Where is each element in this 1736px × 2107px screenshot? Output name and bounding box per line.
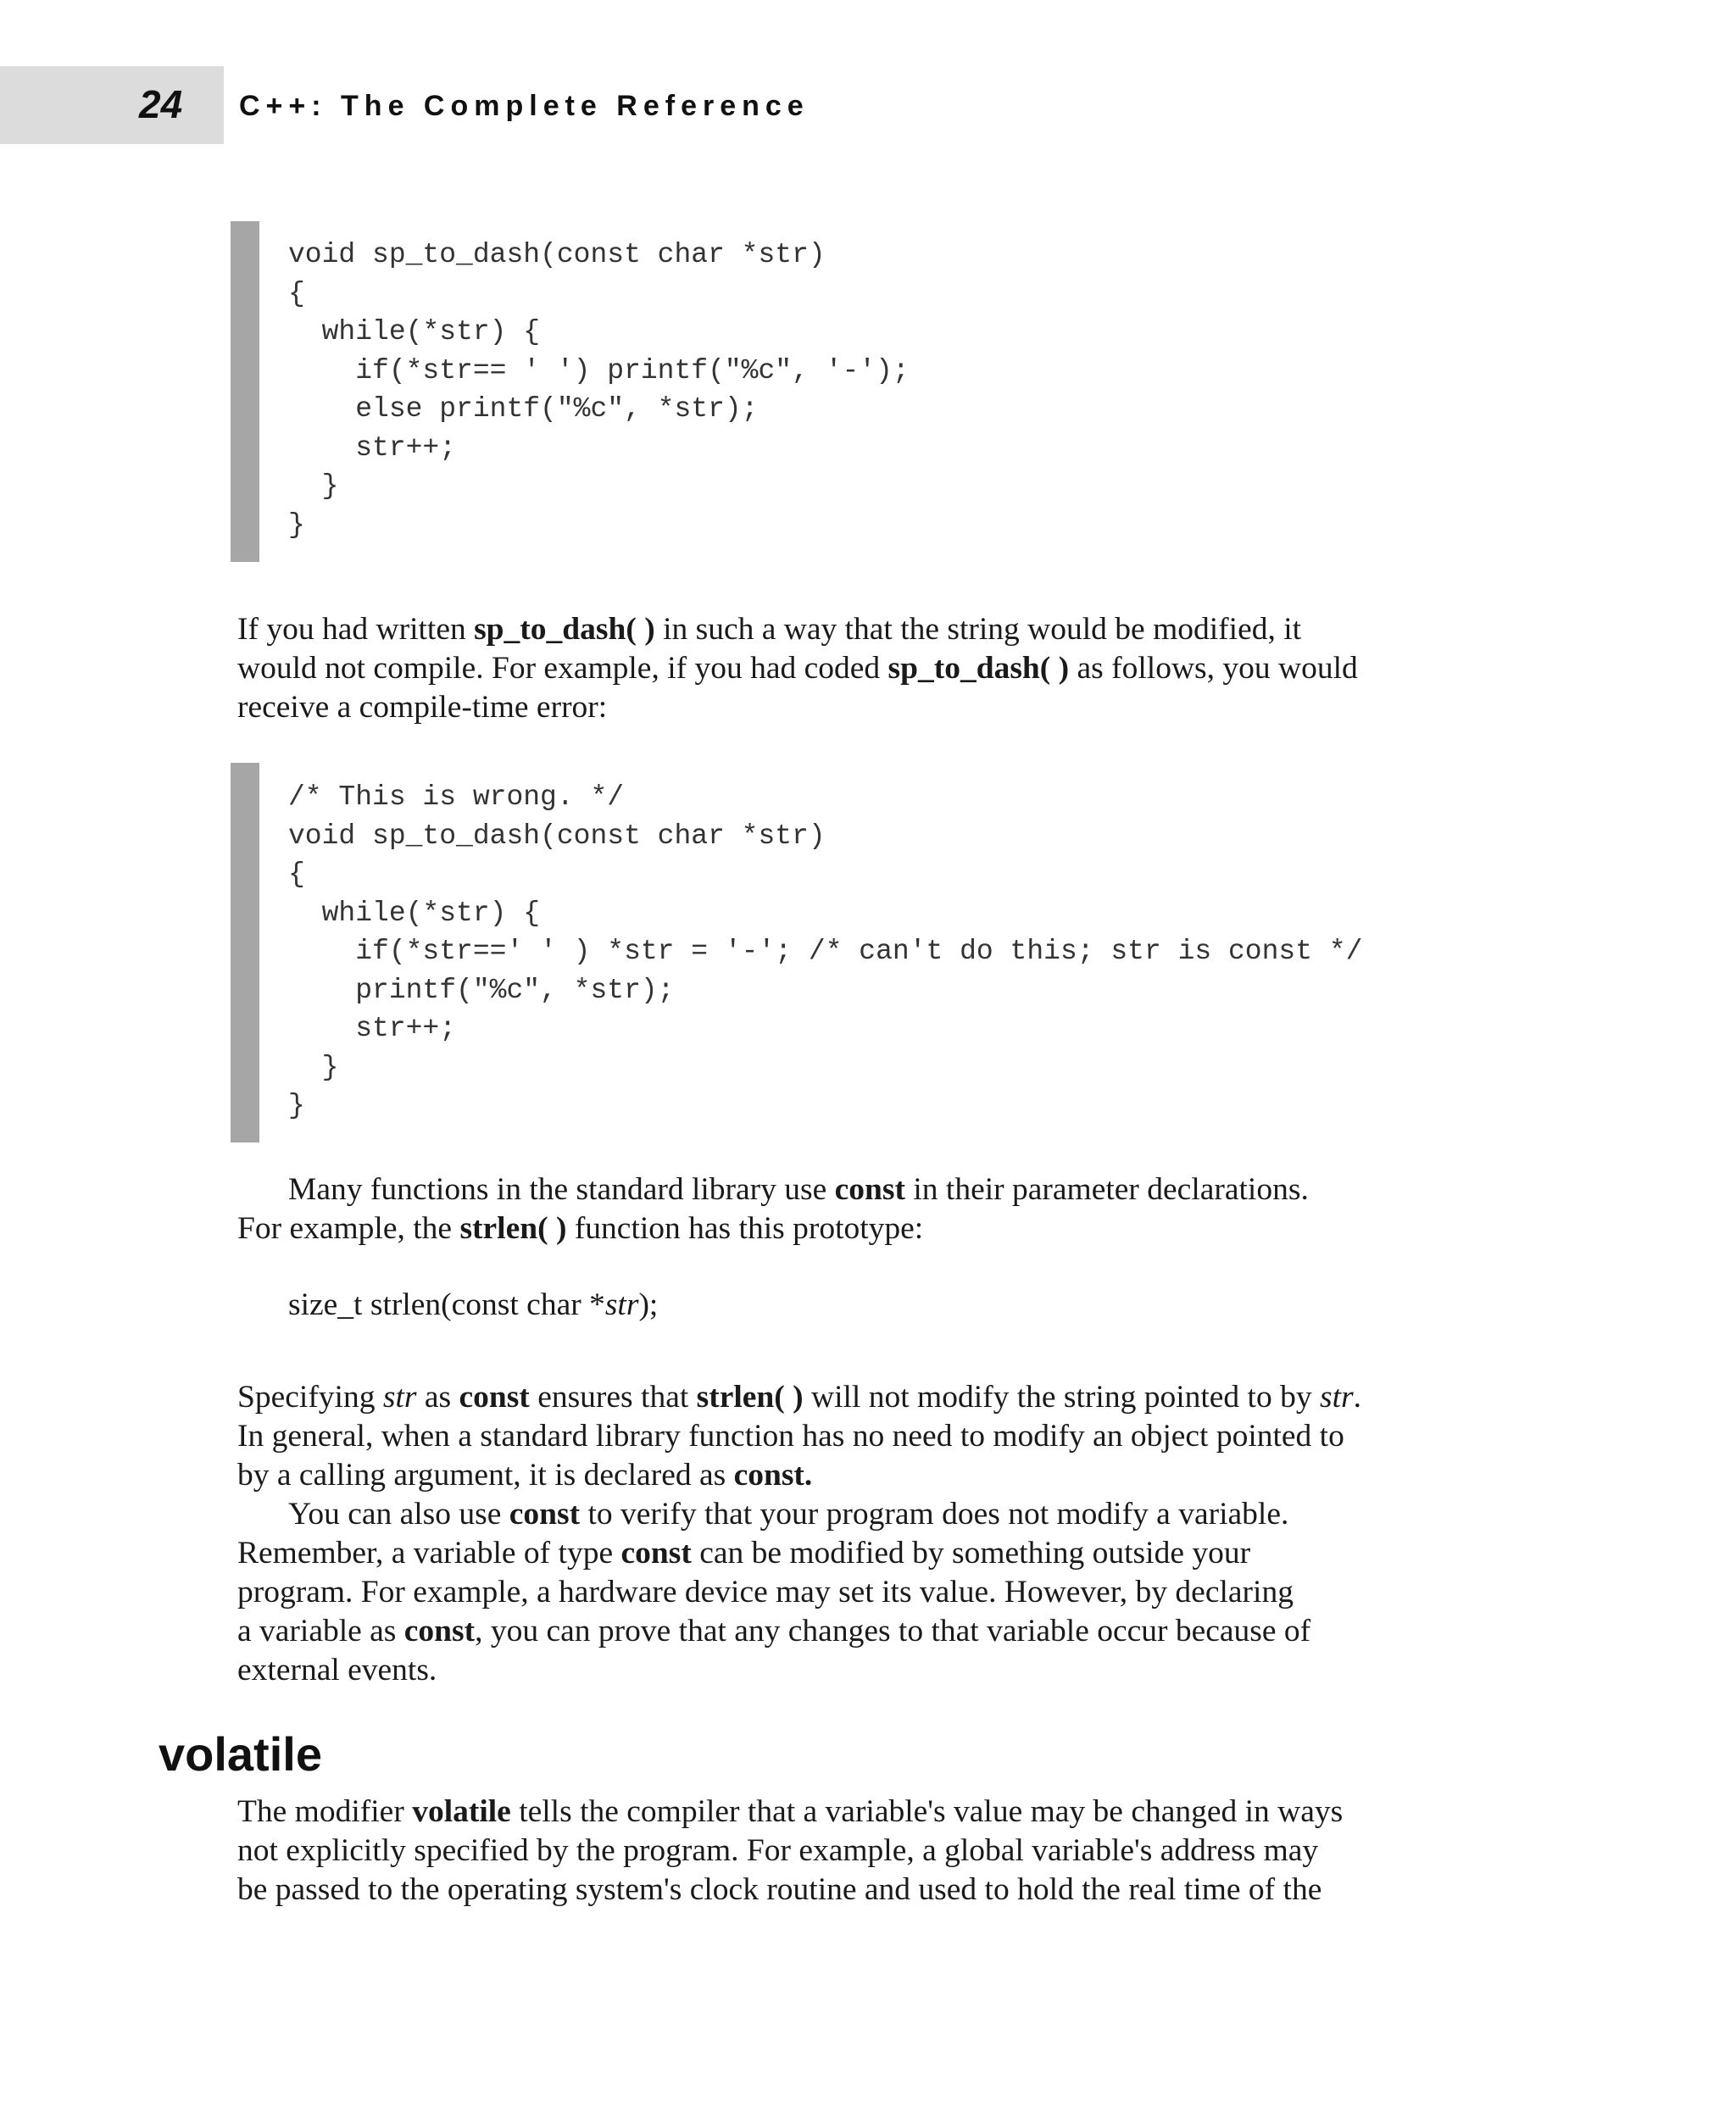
code-line: if(*str== ' ') printf("%c", '-'); bbox=[288, 354, 910, 386]
code-line: } bbox=[288, 1051, 339, 1083]
running-title: C++: The Complete Reference bbox=[239, 90, 810, 122]
code-line: { bbox=[288, 859, 305, 890]
code-line: if(*str==' ' ) *str = '-'; /* can't do this; str is const */ bbox=[288, 936, 1363, 967]
paragraph-3: Specifying str as const ensures that strlen( ) will not modify the string pointed to by str. In general, when a standard library function has no need to modify an object pointed to by a calling argument, it is declared as const. bbox=[237, 1380, 1361, 1493]
code-block-2 bbox=[288, 778, 1362, 1126]
paragraph-1: If you had written sp_to_dash( ) in such a way that the string would be modified, it would not compile. For example, if you had coded sp_to_dash( ) as follows, you would receive a compile-time error: bbox=[237, 612, 1358, 725]
code-line: void sp_to_dash(const char *str) bbox=[288, 239, 826, 270]
paragraph-4: You can also use const to verify that your program does not modify a variable. Remember, a variable of type const can be modified by something outside your program. For example, a hardware device may set its value. However, by declaring a variable as const, you can prove that any changes to that variable occur because of external events. bbox=[237, 1497, 1311, 1687]
code-line: { bbox=[288, 277, 305, 309]
code-line: void sp_to_dash(const char *str) bbox=[288, 820, 826, 852]
code-line: else printf("%c", *str); bbox=[288, 393, 759, 425]
page-number-tab bbox=[0, 66, 224, 144]
code-block-1-bar bbox=[231, 221, 259, 562]
code-line: str++; bbox=[288, 431, 457, 464]
code-line: } bbox=[288, 509, 305, 541]
section-heading-volatile: volatile bbox=[159, 1727, 322, 1781]
code-line: while(*str) { bbox=[288, 316, 541, 347]
code-line: printf("%c", *str); bbox=[288, 974, 675, 1006]
code-line: str++; bbox=[288, 1013, 457, 1044]
code-block-1 bbox=[288, 236, 910, 544]
paragraph-2: Many functions in the standard library use const in their parameter declarations. For example, the strlen( ) function has this prototype: bbox=[237, 1172, 1309, 1246]
code-line: /* This is wrong. */ bbox=[288, 781, 625, 813]
code-line: while(*str) { bbox=[288, 897, 541, 929]
paragraph-5: The modifier volatile tells the compiler that a variable's value may be changed in ways not explicitly specified by the program. For example, a global variable's address may be passed to the operating system's clock routine and used to hold the real time of the bbox=[237, 1794, 1344, 1907]
code-block-2-bar bbox=[231, 763, 259, 1142]
code-line: } bbox=[288, 470, 339, 502]
strlen-prototype: size_t strlen(const char *str); bbox=[288, 1287, 659, 1322]
page-number: 24 bbox=[139, 82, 183, 126]
code-line: } bbox=[288, 1090, 305, 1121]
